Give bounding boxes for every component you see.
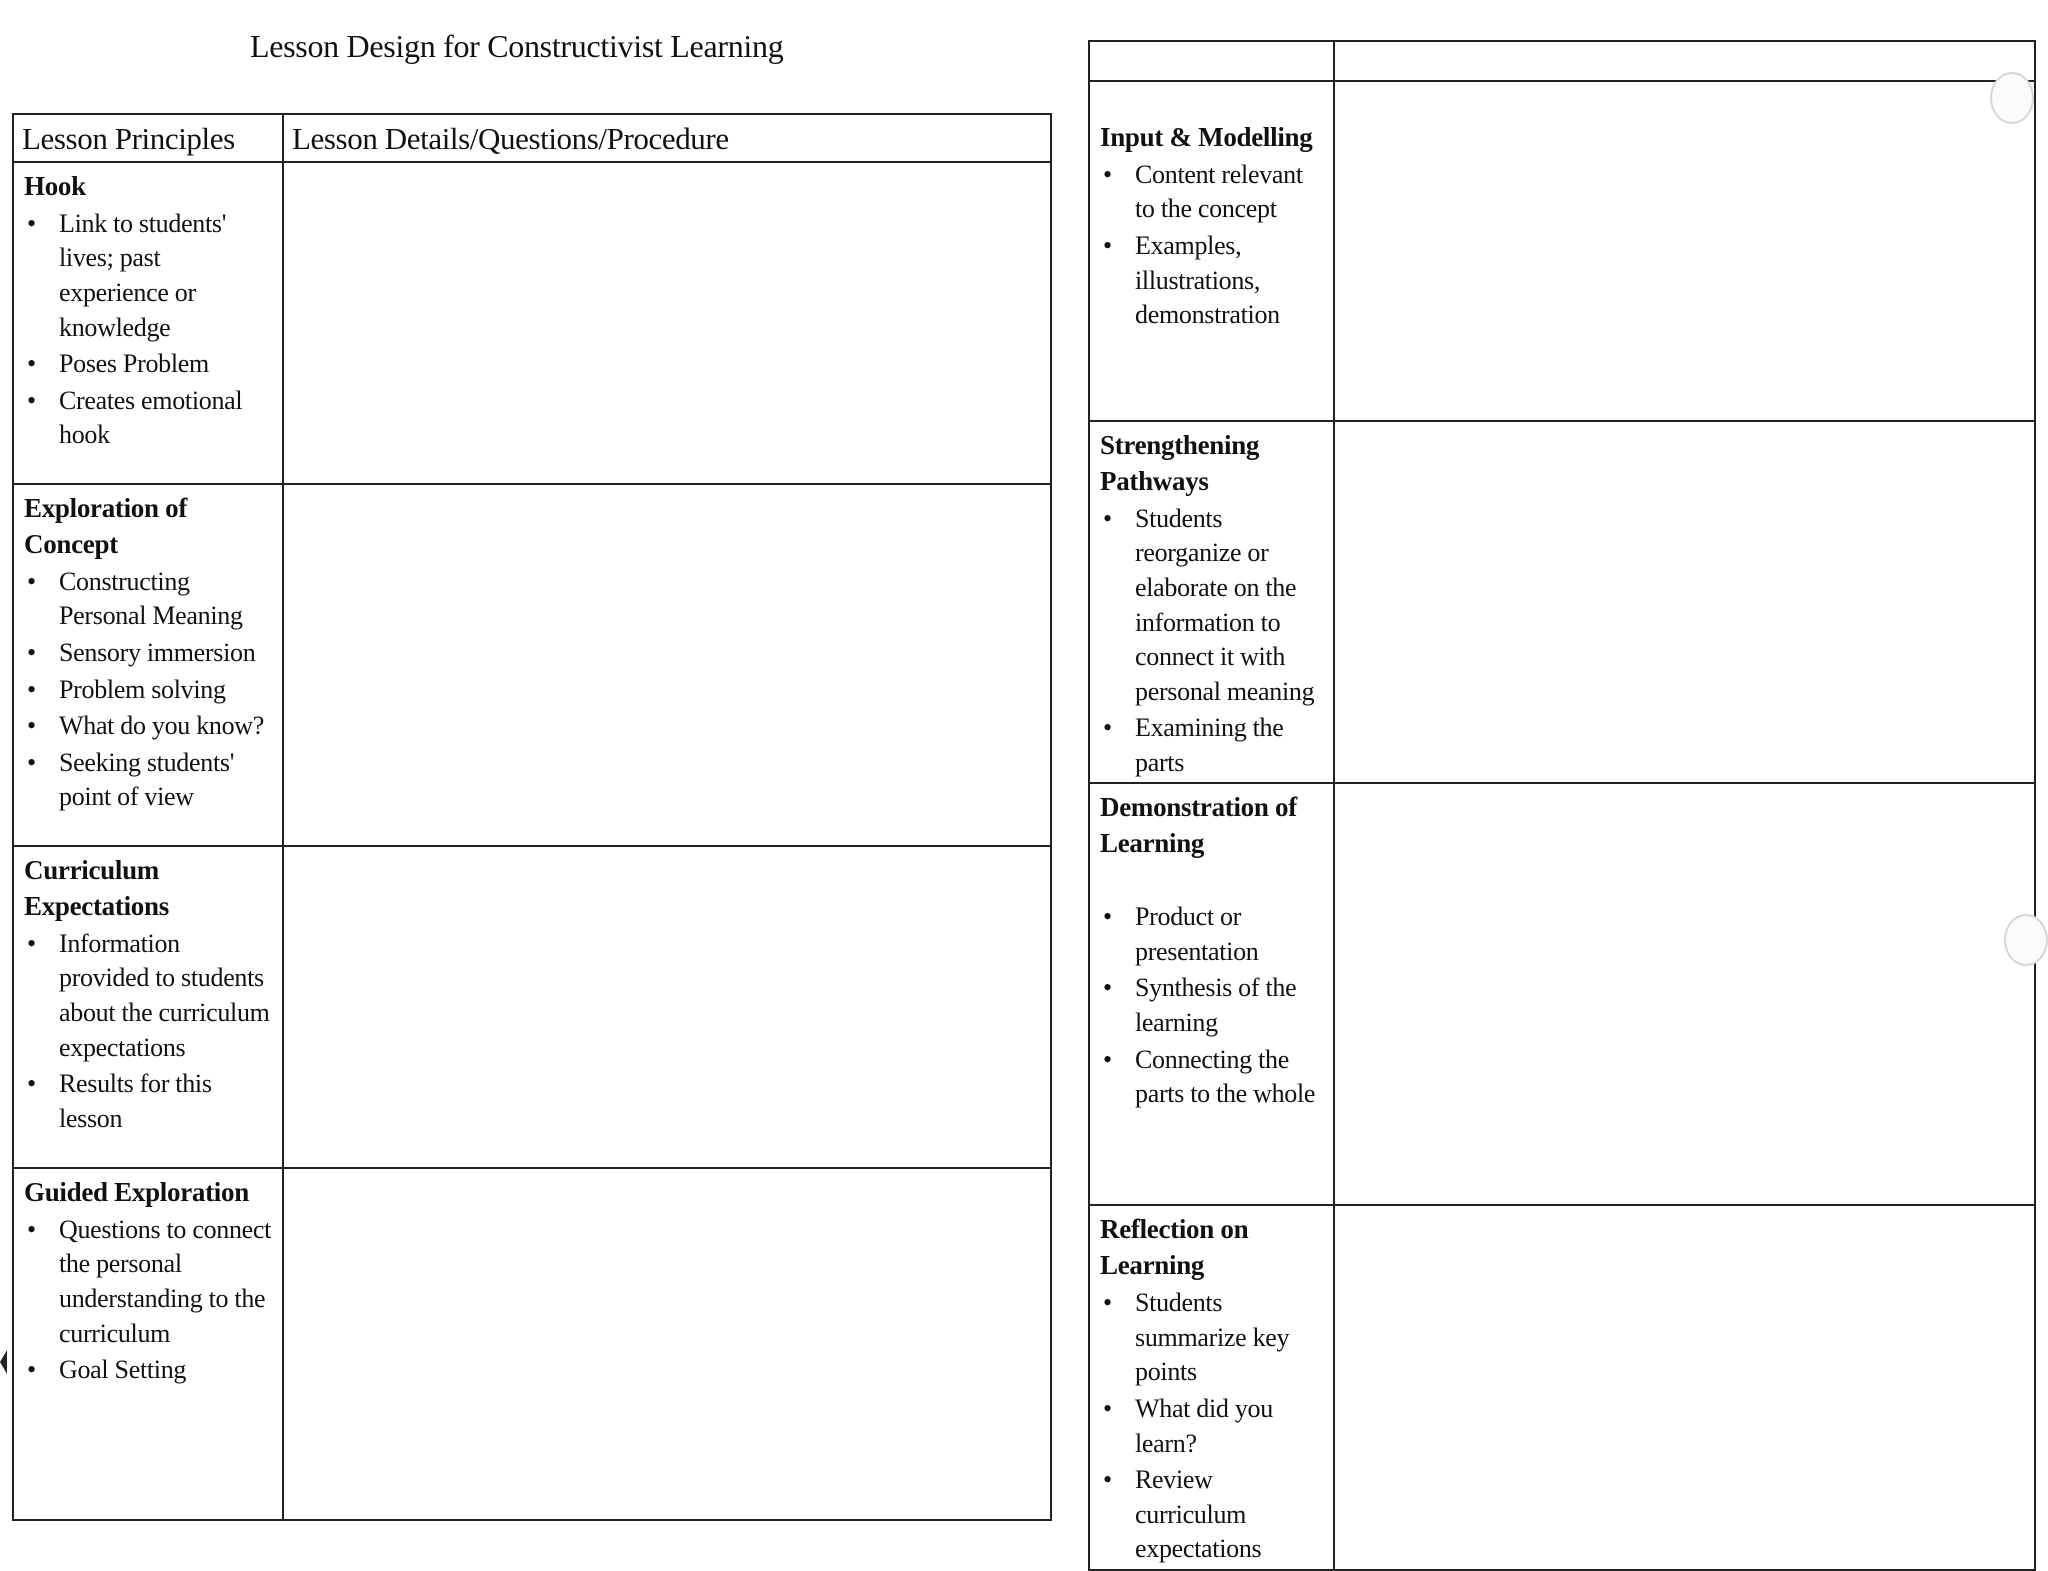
section-title-exploration: Exploration of Concept — [24, 493, 188, 559]
section-title-hook: Hook — [24, 171, 86, 201]
bullet-item: • Information provided to students about the curriculum expectations — [59, 927, 274, 1065]
hook-details-cell[interactable] — [283, 162, 1051, 484]
input-details-cell[interactable] — [1334, 81, 2035, 421]
bullet-item: • Poses Problem — [59, 347, 274, 382]
guided-principle-cell — [13, 1168, 283, 1520]
strengthening-details-cell[interactable] — [1334, 421, 2035, 783]
exploration-row — [13, 484, 1051, 846]
section-title-strengthening: Strengthening Pathways — [1100, 430, 1260, 496]
bullet-item: • Questions to connect the personal understanding to the curriculum — [59, 1213, 274, 1351]
blank-header-row — [1089, 41, 2035, 81]
section-title-demonstration: Demonstration of Learning — [1100, 792, 1297, 859]
reflection-row — [1089, 1205, 2035, 1569]
input-principle-cell — [1089, 81, 1334, 421]
bullet-item: • Creates emotional hook — [59, 384, 274, 453]
curriculum-bullet-list — [24, 927, 274, 1136]
bullet-item: • Review curriculum expectations — [1135, 1463, 1325, 1567]
blank-header-cell — [1089, 41, 1334, 81]
demonstration-details-cell[interactable] — [1334, 783, 2035, 1205]
bullet-item: • Sensory immersion — [59, 636, 274, 671]
bullet-item: • Goal Setting — [59, 1353, 274, 1388]
section-title-guided: Guided Exploration — [24, 1177, 249, 1207]
bullet-item: • Link to students' lives; past experience or knowledge — [59, 207, 274, 345]
bullet-item: • Constructing Personal Meaning — [59, 565, 274, 634]
bullet-item: • Examining the parts — [1135, 711, 1325, 780]
principles-header: Lesson Principles — [13, 114, 283, 162]
section-title-curriculum: Curriculum Expectations — [24, 855, 169, 921]
input-bullet-list — [1100, 158, 1325, 333]
guided-bullet-list — [24, 1213, 274, 1388]
left-lesson-table — [12, 113, 1052, 1521]
page-title: Lesson Design for Constructivist Learning — [250, 28, 784, 64]
bullet-item: • Seeking students' point of view — [59, 746, 274, 815]
table-header-row — [13, 114, 1051, 162]
punch-hole-icon — [1990, 72, 2034, 124]
bullet-item: • What do you know? — [59, 709, 274, 744]
strengthening-bullet-list — [1100, 502, 1325, 781]
guided-details-cell[interactable] — [283, 1168, 1051, 1520]
spacer — [1100, 862, 1325, 898]
demonstration-principle-cell — [1089, 783, 1334, 1205]
bullet-item: • Connecting the parts to the whole — [1135, 1043, 1325, 1112]
strengthening-principle-cell — [1089, 421, 1334, 783]
input-row — [1089, 81, 2035, 421]
section-title-reflection: Reflection on Learning — [1100, 1214, 1249, 1281]
bullet-item: • Students reorganize or elaborate on the information to connect it with personal meaning — [1135, 502, 1325, 709]
bullet-item: • Synthesis of the learning — [1135, 971, 1325, 1040]
demonstration-row — [1089, 783, 2035, 1205]
scan-edge-mark-icon — [0, 1350, 7, 1374]
exploration-details-cell[interactable] — [283, 484, 1051, 846]
bullet-item: • Content relevant to the concept — [1135, 158, 1325, 227]
exploration-principle-cell — [13, 484, 283, 846]
bullet-item: • Examples, illustrations, demonstration — [1135, 229, 1325, 333]
reflection-principle-cell — [1089, 1205, 1334, 1569]
details-header: Lesson Details/Questions/Procedure — [283, 114, 1051, 162]
bullet-item: • Students summarize key points — [1135, 1286, 1325, 1390]
demonstration-bullet-list — [1100, 900, 1325, 1111]
right-lesson-table — [1088, 40, 2036, 1571]
reflection-details-cell[interactable] — [1334, 1205, 2035, 1569]
hook-bullet-list — [24, 207, 274, 453]
hook-row — [13, 162, 1051, 484]
curriculum-row — [13, 846, 1051, 1168]
blank-header-cell — [1334, 41, 2035, 81]
bullet-item: • Problem solving — [59, 673, 274, 708]
curriculum-principle-cell — [13, 846, 283, 1168]
strengthening-row — [1089, 421, 2035, 783]
guided-row — [13, 1168, 1051, 1520]
bullet-item: • Results for this lesson — [59, 1067, 274, 1136]
bullet-item: • What did you learn? — [1135, 1392, 1325, 1461]
hook-principle-cell — [13, 162, 283, 484]
bullet-item: • Product or presentation — [1135, 900, 1325, 969]
punch-hole-icon — [2004, 914, 2048, 966]
section-title-input: Input & Modelling — [1100, 122, 1313, 152]
reflection-bullet-list — [1100, 1286, 1325, 1567]
curriculum-details-cell[interactable] — [283, 846, 1051, 1168]
exploration-bullet-list — [24, 565, 274, 815]
